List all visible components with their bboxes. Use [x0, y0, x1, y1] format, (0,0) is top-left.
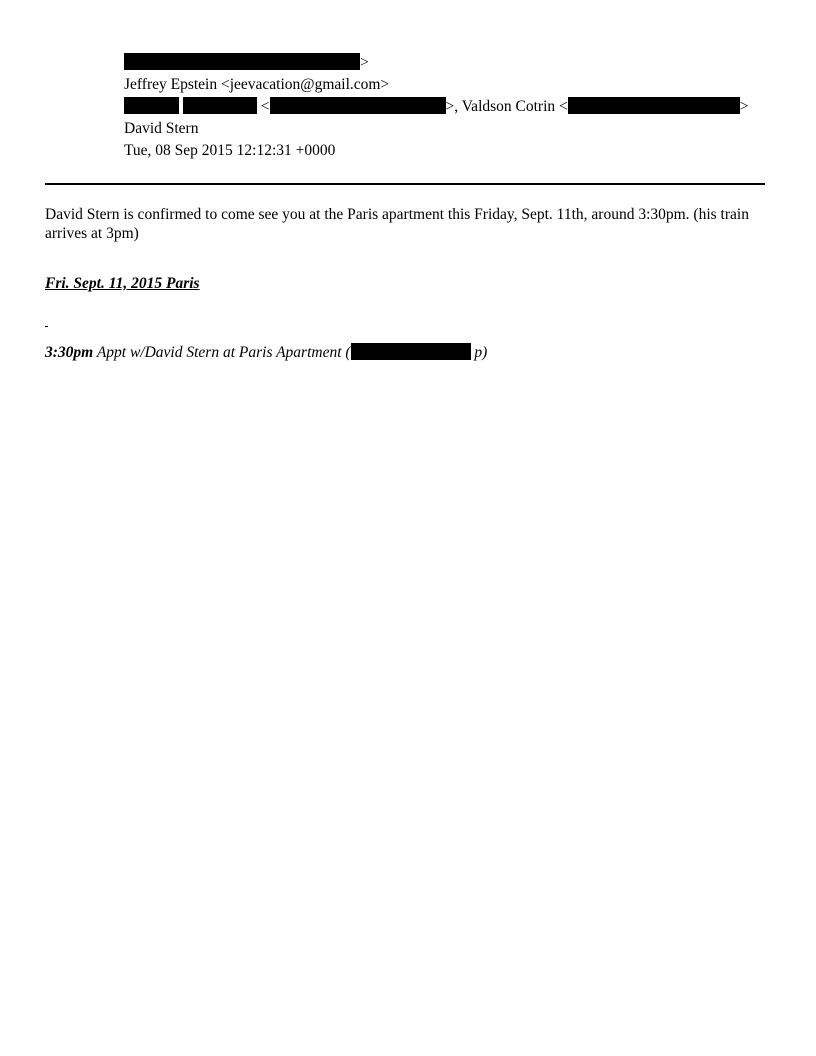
appointment-line	[45, 343, 487, 362]
date-value: Tue, 08 Sep 2015 12:12:31 +0000	[124, 142, 336, 159]
appointment-text: Appt w/David Stern at Paris Apartment (	[93, 344, 351, 361]
subject-value: David Stern	[124, 120, 199, 137]
redacted-cc-email	[270, 97, 446, 114]
appointment-time: 3:30pm	[45, 344, 94, 361]
appointment-end: p)	[470, 344, 488, 361]
header-divider	[45, 183, 765, 185]
redacted-from-address	[124, 53, 360, 70]
from-suffix: >	[360, 54, 369, 71]
to-value: Jeffrey Epstein <jeevacation@gmail.com>	[124, 76, 390, 93]
schedule-date-heading: Fri. Sept. 11, 2015 Paris	[45, 275, 200, 292]
redacted-cc-last-name	[183, 97, 257, 114]
redacted-cc-first-name	[124, 97, 179, 114]
redacted-appointment-detail	[351, 343, 471, 360]
cc-open-bracket: <	[260, 98, 270, 115]
cc-mid-text: >, Valdson Cotrin <	[445, 98, 568, 115]
redacted-cc-email-2	[568, 97, 740, 114]
cc-close-bracket: >	[739, 98, 749, 115]
email-body-paragraph: David Stern is confirmed to come see you at the Paris apartment this Friday, Sept. 11th, around 3:30pm. (his train arrives at 3pm)	[45, 206, 749, 242]
underline-mark	[45, 326, 48, 327]
